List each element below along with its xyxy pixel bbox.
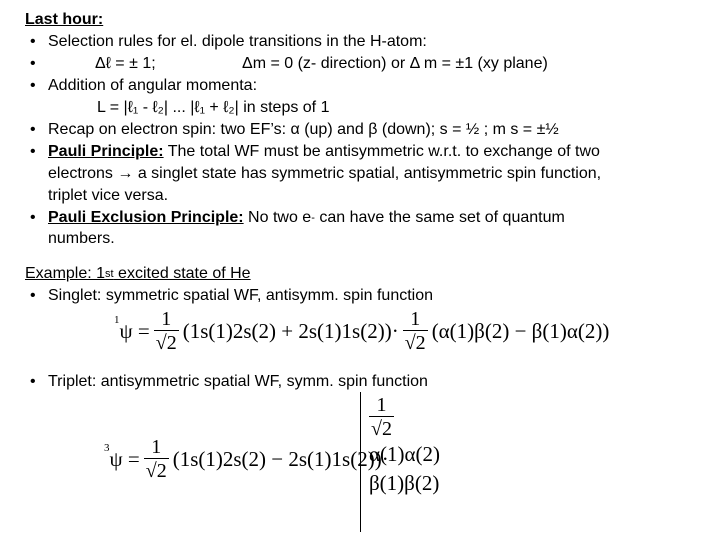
bullet-text: Selection rules for el. dipole transitions in the H-atom:: [48, 33, 427, 50]
triplet-spin-column: $\frac{1}{√2}$ α(1)α(2) β(1)β(2): [360, 392, 441, 532]
bullet-text: Addition of angular momenta:: [48, 77, 258, 94]
singlet-equation: $^1$ψ = $\frac{1}{√2}$ (1s(1)2s(2) + 2s(1)1s(2))· $\frac{1}{√2}$ (α(1)β(2) − β(1)α(2)): [114, 308, 610, 354]
triplet-spin-beta: β(1)β(2): [369, 471, 440, 495]
triplet-spin-alpha: α(1)α(2): [369, 442, 440, 466]
angular-momentum-equation: L = |ℓ₁ - ℓ₂| ... |ℓ₁ + ℓ₂| in steps of 1: [97, 99, 330, 116]
pauli-principle-label: Pauli Principle:: [48, 143, 164, 160]
pauli-exclusion-line2: numbers.: [48, 230, 115, 247]
pauli-exclusion-label: Pauli Exclusion Principle:: [48, 209, 244, 226]
bullet-text: No two e: [243, 209, 312, 226]
bullet-dot: •: [30, 121, 36, 138]
bullet-dot: •: [30, 209, 36, 226]
example-heading: Example: 1st excited state of He: [25, 265, 251, 282]
electron-superscript: -: [311, 212, 315, 224]
slide-title: Last hour:: [25, 11, 104, 28]
bullet-text: Singlet: symmetric spatial WF, antisymm. spin function: [48, 287, 434, 304]
bullet-text: can have the same set of quantum: [314, 209, 565, 226]
pauli-principle-line2: electrons → a singlet state has symmetric spatial, antisymmetric spin function,: [48, 165, 602, 182]
bullet-dot: •: [30, 373, 36, 390]
bullet-dot: •: [30, 33, 36, 50]
bullet-dot: •: [30, 143, 36, 160]
bullet-text: Recap on electron spin: two EF’s: α (up) and β (down); s = ½ ; m s = ±½: [48, 121, 559, 138]
bullet-text: The total WF must be antisymmetric w.r.t. to exchange of two: [163, 143, 600, 160]
bullet-dot: •: [30, 55, 36, 72]
bullet-text: Triplet: antisymmetric spatial WF, symm. spin function: [48, 373, 428, 390]
delta-l-text: Δℓ = ± 1;: [95, 55, 156, 72]
delta-m-text: Δm = 0 (z- direction) or Δ m = ±1 (xy plane): [242, 55, 548, 72]
bullet-dot: •: [30, 287, 36, 304]
pauli-principle-line3: triplet vice versa.: [48, 187, 169, 204]
bullet-dot: •: [30, 77, 36, 94]
triplet-equation: $^3$ψ = $\frac{1}{√2}$ (1s(1)2s(2) − 2s(1)1s(2))·: [104, 436, 389, 482]
